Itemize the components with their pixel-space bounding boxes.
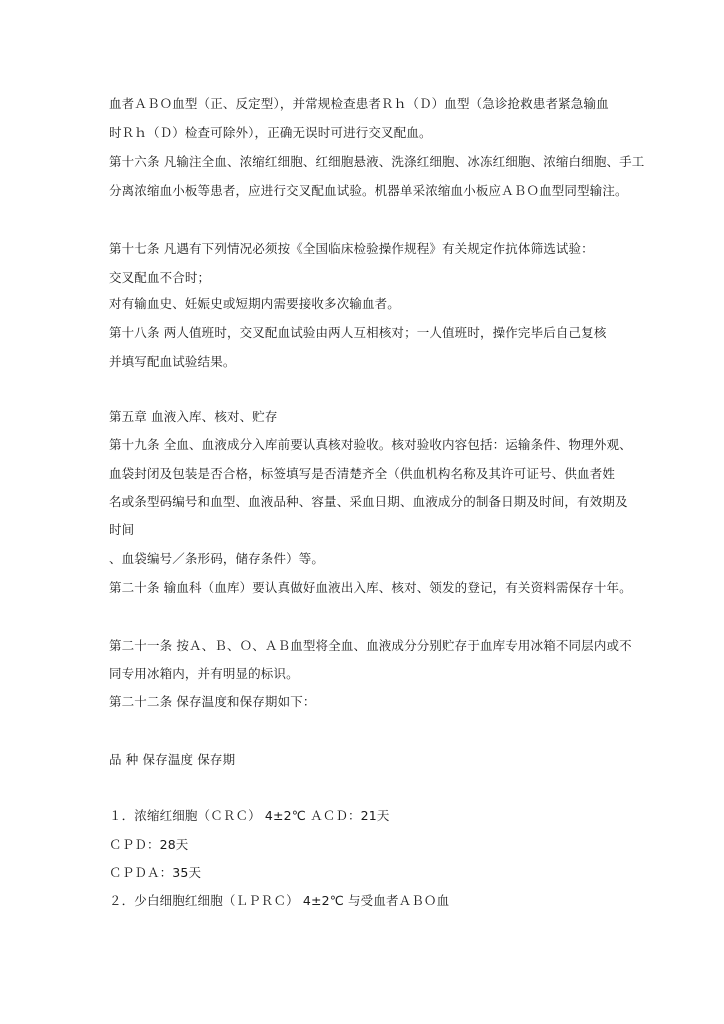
storage-item-2: ２．少白细胞红细胞（ＬＰＲＣ） 4±2℃ 与受血者ＡＢＯ血 <box>109 893 450 908</box>
article-16: 第十六条 凡输注全血、浓缩红细胞、红细胞悬液、洗涤红细胞、冰冻红细胞、浓缩白细胞、手工 <box>109 154 645 169</box>
storage-item-1-cpda: ＣＰＤＡ：35天 <box>109 865 202 880</box>
article-19: 第十九条 全血、血液成分入库前要认真核对验收。核对验收内容包括：运输条件、物理外观、 <box>109 437 632 452</box>
article-21: 第二十一条 按Ａ、Ｂ、Ｏ、ＡＢ血型将全血、血液成分分别贮存于血库专用冰箱不同层内或不 <box>109 638 632 653</box>
text-line: 名或条型码编号和血型、血液品种、容量、采血日期、血液成分的制备日期及时间，有效期及 <box>109 494 628 509</box>
text-line: 对有输血史、妊娠史或短期内需要接收多次输血者。 <box>109 296 400 311</box>
article-20: 第二十条 输血科（血库）要认真做好血液出入库、核对、领发的登记，有关资料需保存十年。 <box>109 580 632 595</box>
text-line: 、血袋编号／条形码，储存条件）等。 <box>109 551 325 566</box>
text-line: 时Ｒｈ（Ｄ）检查可除外），正确无误时可进行交叉配血。 <box>109 125 432 140</box>
article-22: 第二十二条 保存温度和保存期如下： <box>109 694 316 709</box>
text-line: 血者ＡＢＯ血型（正、反定型），并常规检查患者Ｒｈ（Ｄ）血型（急诊抢救患者紧急输血 <box>109 96 609 111</box>
text-line: 并填写配血试验结果。 <box>109 354 236 369</box>
text-line: 同专用冰箱内，并有明显的标识。 <box>109 666 299 681</box>
article-17: 第十七条 凡遇有下列情况必须按《全国临床检验操作规程》有关规定作抗体筛选试验： <box>109 241 594 256</box>
chapter-5-heading: 第五章 血液入库、核对、贮存 <box>109 409 278 424</box>
text-line: 分离浓缩血小板等患者，应进行交叉配血试验。机器单采浓缩血小板应ＡＢＯ血型同型输注。 <box>109 183 628 198</box>
text-line: 交叉配血不合时； <box>109 270 211 285</box>
storage-item-1-cpd: ＣＰＤ：28天 <box>109 837 189 852</box>
storage-item-1: １．浓缩红细胞（ＣＲＣ） 4±2℃ ＡＣＤ：21天 <box>109 808 390 823</box>
text-line: 血袋封闭及包装是否合格，标签填写是否清楚齐全（供血机构名称及其许可证号、供血者姓 <box>109 466 616 481</box>
storage-table-header: 品 种 保存温度 保存期 <box>109 752 236 767</box>
text-line: 时间 <box>109 522 135 537</box>
article-18: 第十八条 两人值班时，交叉配血试验由两人互相核对；一人值班时，操作完毕后自己复核 <box>109 325 607 340</box>
